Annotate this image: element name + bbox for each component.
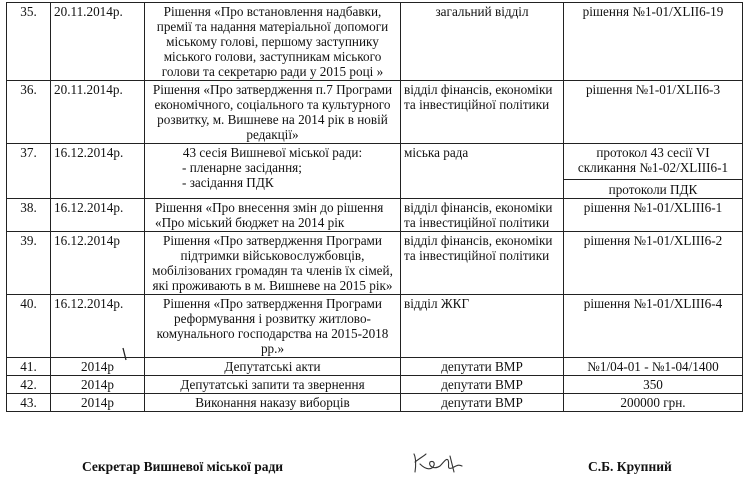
row-number: 42. [7,376,51,394]
row-date: 20.11.2014р. [51,3,145,81]
secretary-position: Секретар Вишневої міської ради [82,459,284,474]
table-row [7,232,743,295]
row-date: 2014р [51,376,145,394]
table-row [7,144,743,199]
row-date: 2014р [51,394,145,412]
row-document [564,144,743,199]
commission-protocols: протоколи ПДК [564,179,742,197]
row-department: депутати ВМР [401,376,564,394]
row-date: 16.12.2014р. [51,144,145,199]
row-title: Рішення «Про затвердження Програми реформування і розвитку житлово-комунального господарства на 2015-2018 рр.» [145,295,401,358]
row-title: Виконання наказу виборців [145,394,401,412]
row-document: рішення №1-01/XLІІІ6-1 [564,199,743,232]
row-date: 16.12.2014р. [51,199,145,232]
row-number: 40. [7,295,51,358]
row-department: міська рада [401,144,564,199]
row-department: відділ фінансів, економіки та інвестиційної політики [401,199,564,232]
session-title: 43 сесія Вишневої міської ради: [182,145,363,160]
table-row [7,295,743,358]
row-date: 16.12.2014р [51,232,145,295]
pen-mark-icon [122,347,128,361]
row-title [145,144,401,199]
row-document: рішення №1-01/XLІІІ6-2 [564,232,743,295]
row-department: депутати ВМР [401,358,564,376]
session-protocol: протокол 43 сесії VI скликання №1-02/XLІІІ6-1 [577,145,729,175]
row-department: відділ фінансів, економіки та інвестиційної політики [401,81,564,144]
row-document: 350 [564,376,743,394]
session-item-commission: - засідання ПДК [182,175,274,190]
row-document: 200000 грн. [564,394,743,412]
decisions-register-table [6,2,743,412]
row-department: загальний відділ [401,3,564,81]
table-row [7,81,743,144]
row-title: Депутатські акти [145,358,401,376]
table-row [7,358,743,376]
row-document: №1/04-01 - №1-04/1400 [564,358,743,376]
row-title: Рішення «Про встановлення надбавки, премії та надання матеріальної допомоги міському голові, першому заступнику міського голови, заступникам міського голови та секретарю ради у 2015 році » [145,3,401,81]
row-document: рішення №1-01/XLІІІ6-4 [564,295,743,358]
table-row [7,3,743,81]
row-number: 36. [7,81,51,144]
row-number: 37. [7,144,51,199]
row-document: рішення №1-01/XLІІ6-19 [564,3,743,81]
row-document: рішення №1-01/XLІІ6-3 [564,81,743,144]
table-row [7,394,743,412]
row-number: 38. [7,199,51,232]
row-number: 43. [7,394,51,412]
row-date: 2014р [51,358,145,376]
signature-icon [410,448,470,478]
row-title: Депутатські запити та звернення [145,376,401,394]
table-row [7,199,743,232]
row-title: Рішення «Про затвердження п.7 Програми економічного, соціального та культурного розвитку, м. Вишневе на 2014 рік в новій редакції» [145,81,401,144]
row-date: 20.11.2014р. [51,81,145,144]
row-department: відділ ЖКГ [401,295,564,358]
row-department: відділ фінансів, економіки та інвестиційної політики [401,232,564,295]
row-date: 16.12.2014р. [51,295,145,358]
row-department: депутати ВМР [401,394,564,412]
row-number: 35. [7,3,51,81]
session-item-plenary: - пленарне засідання; [182,160,302,175]
secretary-name: С.Б. Крупний [588,459,672,474]
row-title: Рішення «Про затвердження Програми підтримки військовослужбовців, мобілізованих громадян та членів їх сімей, які проживають в м. Вишневе на 2015 рік» [145,232,401,295]
row-number: 41. [7,358,51,376]
row-title: Рішення «Про внесення змін до рішення «Про міський бюджет на 2014 рік [145,199,401,232]
table-row [7,376,743,394]
row-number: 39. [7,232,51,295]
